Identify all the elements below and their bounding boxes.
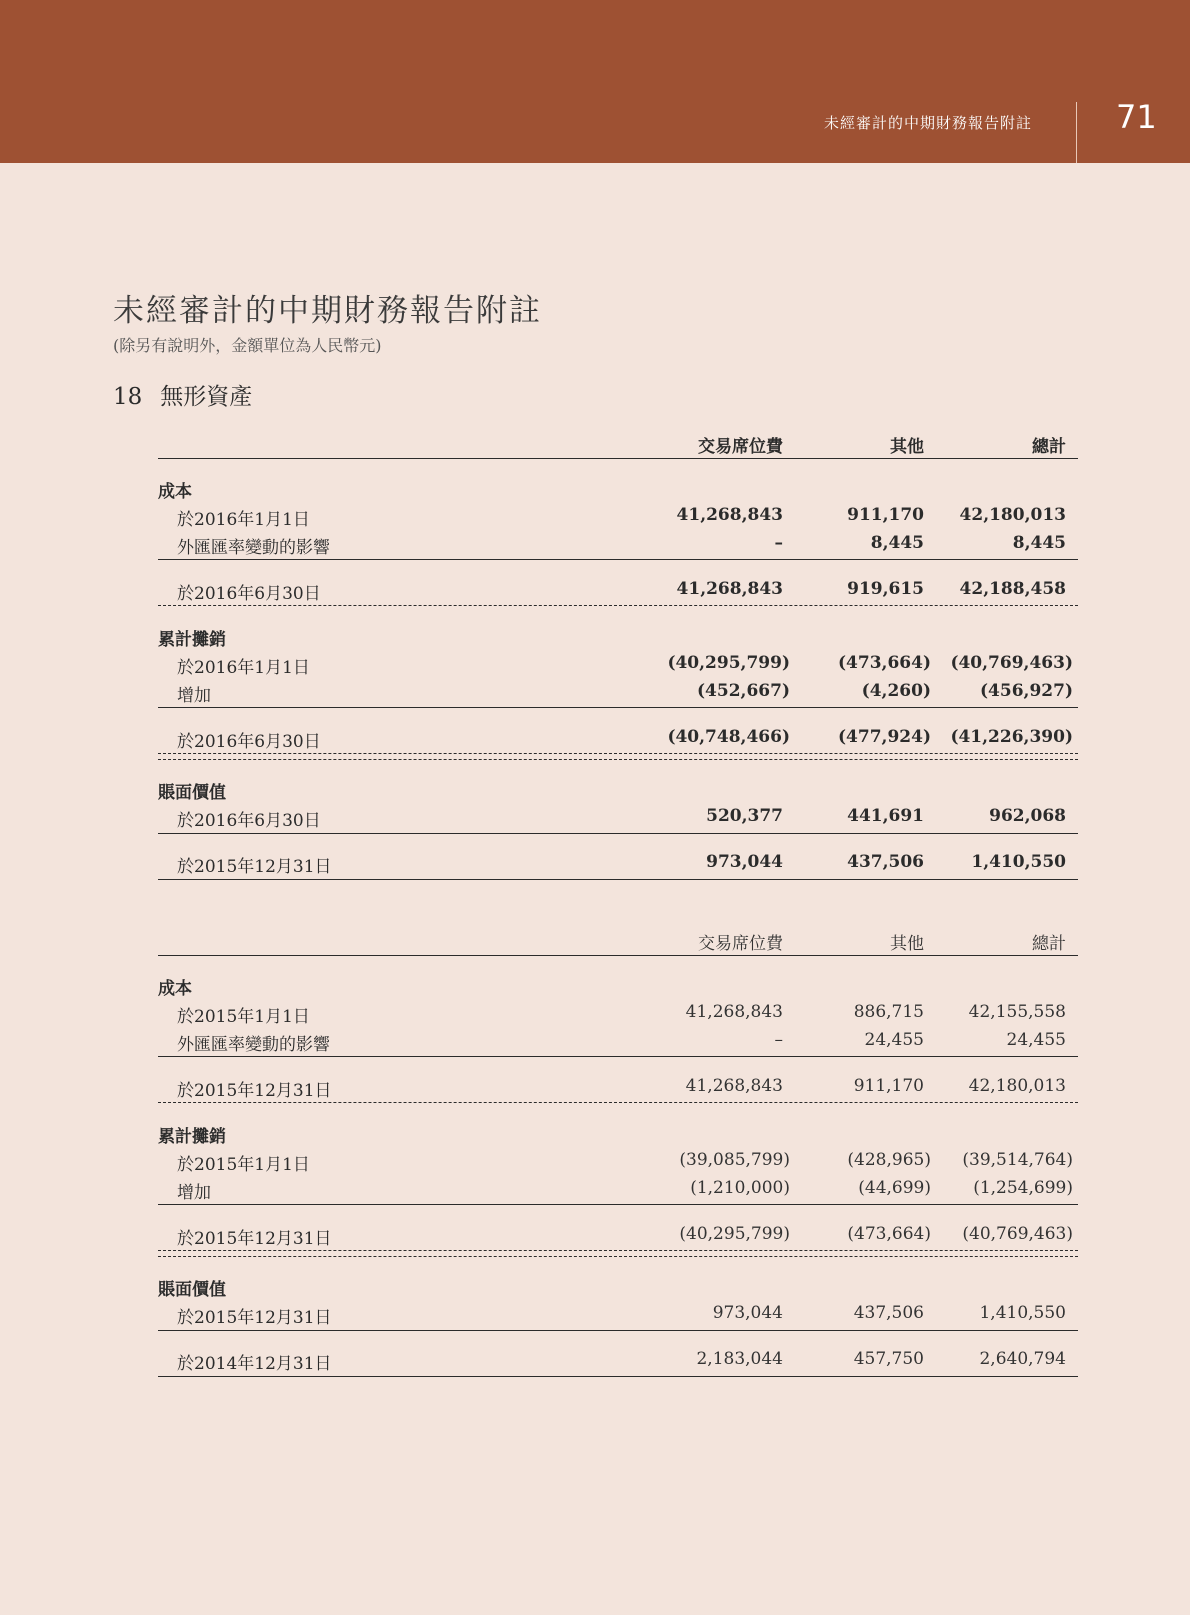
cell-value: – [774,533,783,553]
row-label: 於2015年1月1日 [177,1007,310,1027]
cell-value: (40,295,799) [679,1224,790,1244]
rule [158,559,1078,560]
cell-value: (473,664) [847,1224,931,1244]
row-label: 增加 [177,1183,211,1203]
cell-value: 42,180,013 [959,505,1066,525]
rule [158,955,1078,956]
cell-value: 457,750 [853,1349,924,1369]
table-row [158,974,1078,1000]
row-label: 於2016年6月30日 [177,584,321,604]
cell-value: 441,691 [847,806,924,826]
cell-value: 2,183,044 [696,1349,783,1369]
cell-value: 42,155,558 [968,1002,1066,1022]
cell-value: 42,188,458 [959,579,1066,599]
row-label: 於2015年1月1日 [177,1155,310,1175]
cell-value: (1,254,699) [973,1178,1073,1198]
page-title: 未經審計的中期財務報告附註 [113,293,542,329]
cell-value: (40,769,463) [950,653,1073,673]
cell-value: (44,699) [858,1178,931,1198]
cell-value: (456,927) [980,681,1073,701]
table-row [158,1002,1078,1028]
table-row [158,778,1078,804]
running-title: 未經審計的中期財務報告附註 [823,114,1032,132]
rule [158,1056,1078,1057]
row-label: 累計攤銷 [158,1127,226,1147]
table-row [158,505,1078,531]
column-header: 總計 [1032,934,1066,954]
row-label: 於2016年6月30日 [177,811,321,831]
rule [158,1102,1078,1103]
table-row [158,625,1078,651]
cell-value: 520,377 [706,806,783,826]
table-header [158,432,1078,458]
cell-value: (477,924) [838,727,931,747]
header-band [0,0,1190,163]
cell-value: 41,268,843 [676,579,783,599]
rule [158,1330,1078,1331]
table-row [158,579,1078,605]
cell-value: 919,615 [847,579,924,599]
row-label: 於2016年6月30日 [177,732,321,752]
rule [158,1376,1078,1377]
cell-value: (473,664) [838,653,931,673]
column-header: 交易席位費 [698,934,783,954]
table-row [158,806,1078,832]
row-label: 賬面價值 [158,1280,226,1300]
cell-value: (40,769,463) [962,1224,1073,1244]
table-row [158,1030,1078,1056]
section-heading [113,378,252,411]
table-row [158,1224,1078,1250]
row-label: 於2015年12月31日 [177,1229,332,1249]
row-label: 成本 [158,482,192,502]
cell-value: 24,455 [1006,1030,1066,1050]
row-label: 於2015年12月31日 [177,1081,332,1101]
table-row [158,1150,1078,1176]
cell-value: 973,044 [712,1303,783,1323]
row-label: 累計攤銷 [158,630,226,650]
column-header: 其他 [890,934,924,954]
row-label: 外匯匯率變動的影響 [177,538,330,558]
rule [158,759,1078,760]
row-label: 賬面價值 [158,783,226,803]
rule [158,458,1078,459]
rule [158,1250,1078,1251]
table-header [158,929,1078,955]
table-row [158,727,1078,753]
cell-value: 962,068 [989,806,1066,826]
row-label: 成本 [158,979,192,999]
row-label: 外匯匯率變動的影響 [177,1035,330,1055]
cell-value: 911,170 [847,505,924,525]
cell-value: 41,268,843 [685,1076,783,1096]
table-row [158,1275,1078,1301]
cell-value: (40,748,466) [667,727,790,747]
column-header: 總計 [1032,437,1066,457]
cell-value: 911,170 [853,1076,924,1096]
row-label: 於2016年1月1日 [177,658,310,678]
cell-value: 41,268,843 [676,505,783,525]
row-label: 增加 [177,686,211,706]
table-row [158,681,1078,707]
table-row [158,477,1078,503]
cell-value: (428,965) [847,1150,931,1170]
cell-value: 8,445 [1012,533,1066,553]
table-row [158,852,1078,878]
cell-value: 42,180,013 [968,1076,1066,1096]
page-subtitle: (除另有說明外，金額單位為人民幣元) [113,336,382,355]
cell-value: 1,410,550 [979,1303,1066,1323]
cell-value: (1,210,000) [690,1178,790,1198]
cell-value: (452,667) [697,681,790,701]
table-row [158,1178,1078,1204]
row-label: 於2016年1月1日 [177,510,310,530]
cell-value: 41,268,843 [685,1002,783,1022]
table-row [158,1076,1078,1102]
column-header: 交易席位費 [698,437,783,457]
cell-value: (39,085,799) [679,1150,790,1170]
rule [158,1204,1078,1205]
cell-value: (39,514,764) [962,1150,1073,1170]
cell-value: – [774,1030,783,1050]
table-row [158,1303,1078,1329]
cell-value: 24,455 [864,1030,924,1050]
cell-value: (40,295,799) [667,653,790,673]
table-row [158,653,1078,679]
cell-value: 437,506 [853,1303,924,1323]
cell-value: (41,226,390) [950,727,1073,747]
cell-value: 437,506 [847,852,924,872]
table-row [158,1122,1078,1148]
table-row [158,533,1078,559]
row-label: 於2015年12月31日 [177,857,332,877]
section-number: 18 [113,384,143,410]
section-title: 無形資產 [160,384,253,410]
cell-value: 2,640,794 [979,1349,1066,1369]
cell-value: 8,445 [870,533,924,553]
rule [158,605,1078,606]
rule [158,1256,1078,1257]
rule [158,879,1078,880]
page-number: 71 [1116,98,1157,136]
table-row [158,1349,1078,1375]
row-label: 於2015年12月31日 [177,1308,332,1328]
rule [158,833,1078,834]
header-divider [1076,102,1077,163]
rule [158,707,1078,708]
rule [158,753,1078,754]
row-label: 於2014年12月31日 [177,1354,332,1374]
column-header: 其他 [890,437,924,457]
cell-value: 886,715 [853,1002,924,1022]
cell-value: 973,044 [706,852,783,872]
cell-value: 1,410,550 [971,852,1066,872]
cell-value: (4,260) [861,681,931,701]
